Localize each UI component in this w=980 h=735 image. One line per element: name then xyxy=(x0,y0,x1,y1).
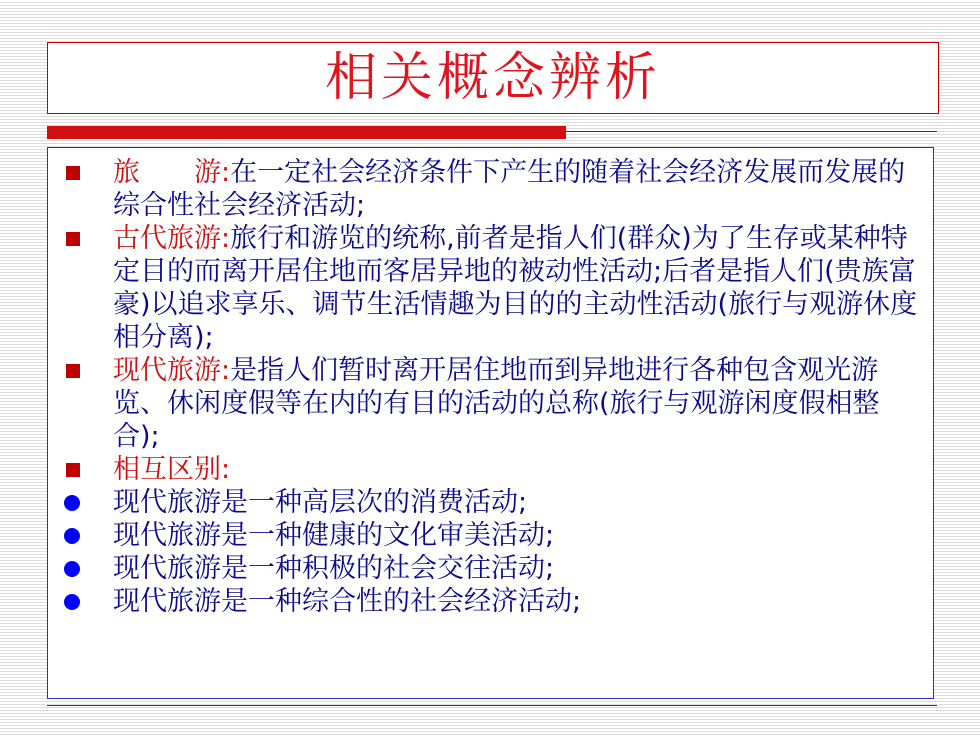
definition-item-tourism xyxy=(48,156,933,222)
term-label: 现代旅游: xyxy=(113,355,231,386)
slide-title: 相关概念辨析 xyxy=(324,48,661,108)
difference-text: 现代旅游是一种健康的文化审美活动; xyxy=(113,520,555,551)
term-description: 是指人们暂时离开居住地而到异地进行各种包含观光游览、休闲度假等在内的有目的活动的总称(旅行与观游闲度假相整合); xyxy=(113,355,880,452)
square-bullet-icon xyxy=(66,364,80,378)
term-description: 在一定社会经济条件下产生的随着社会经济发展而发展的综合性社会经济活动; xyxy=(113,157,906,221)
content-box xyxy=(47,147,934,699)
square-bullet-icon xyxy=(66,232,80,246)
title-underline-bar xyxy=(47,126,566,139)
difference-item xyxy=(48,519,933,552)
round-bullet-icon xyxy=(64,561,80,577)
term-label: 旅 游: xyxy=(113,157,231,188)
difference-item xyxy=(48,486,933,519)
definition-item-ancient-tourism xyxy=(48,222,933,354)
difference-item xyxy=(48,585,933,618)
title-box xyxy=(47,42,939,114)
term-label: 相互区别: xyxy=(113,454,231,485)
term-description: 旅行和游览的统称,前者是指人们(群众)为了生存或某种特定目的而离开居住地而客居异地的被动性活动;后者是指人们(贵族富豪)以追求享乐、调节生活情趣为目的的主动性活动(旅行与观游休度相分离); xyxy=(113,223,918,353)
difference-text: 现代旅游是一种积极的社会交往活动; xyxy=(113,553,555,584)
round-bullet-icon xyxy=(64,594,80,610)
round-bullet-icon xyxy=(64,495,80,511)
difference-text: 现代旅游是一种高层次的消费活动; xyxy=(113,487,528,518)
definition-item-differences xyxy=(48,453,933,486)
square-bullet-icon xyxy=(66,463,80,477)
divider-line-bottom xyxy=(47,705,937,706)
difference-text: 现代旅游是一种综合性的社会经济活动; xyxy=(113,586,582,617)
term-label: 古代旅游: xyxy=(113,223,231,254)
definition-item-modern-tourism xyxy=(48,354,933,453)
round-bullet-icon xyxy=(64,528,80,544)
divider-line-top xyxy=(566,131,937,132)
square-bullet-icon xyxy=(66,166,80,180)
difference-item xyxy=(48,552,933,585)
bullet-list xyxy=(48,156,933,618)
